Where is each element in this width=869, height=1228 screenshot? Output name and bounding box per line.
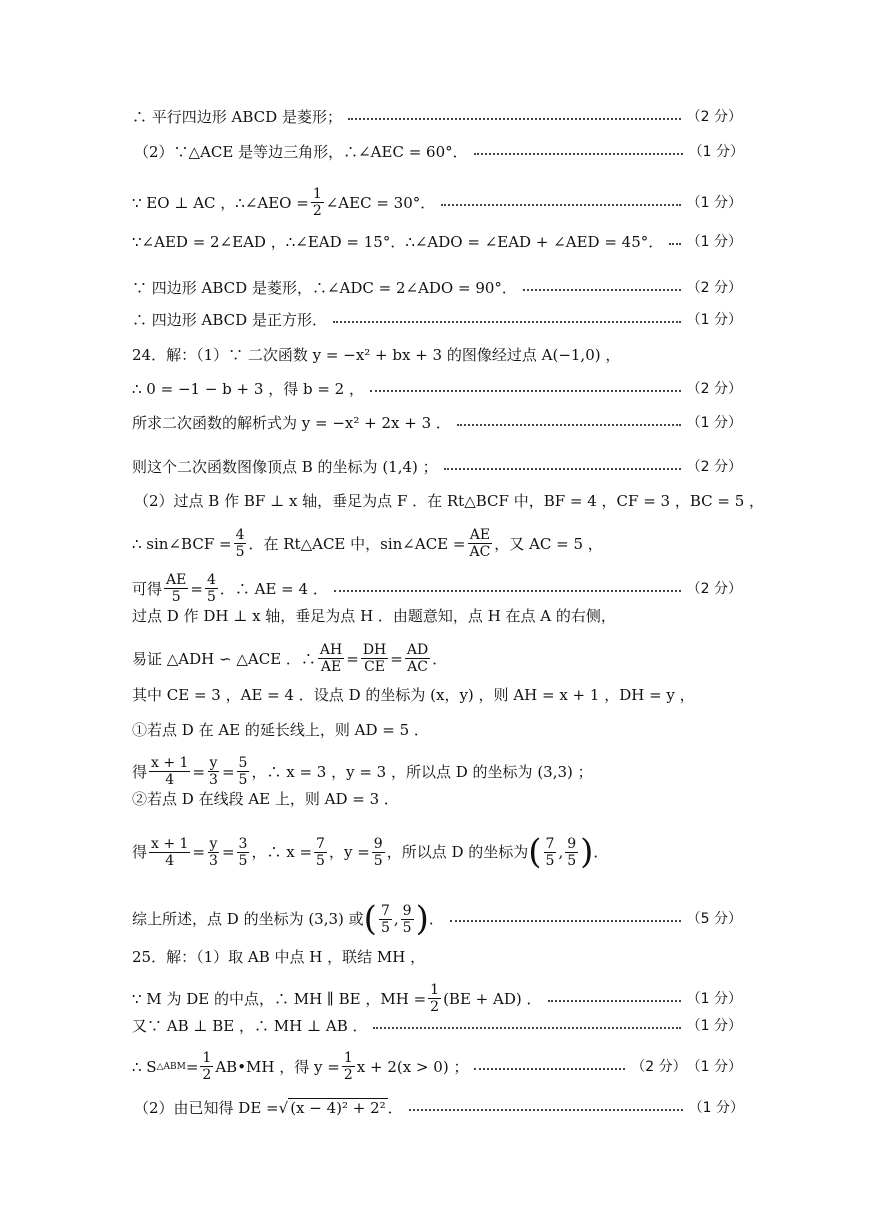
q24-line-11 — [132, 721, 742, 739]
fraction: $\frac{DH}{CE}$ — [362, 642, 387, 675]
q23-line-2 — [134, 143, 744, 161]
text: ∴ 0 = −1 − b + 3 ，得 b = 2 ， — [132, 380, 364, 398]
q24-line-10 — [132, 686, 742, 704]
text: x + 2(x > 0) ； — [356, 1057, 469, 1076]
q24-line-3 — [132, 414, 742, 432]
score: （1 分） — [688, 144, 744, 160]
q24-line-15: 综上所述，点 D 的坐标为 (3,3) 或 ( $\frac{7}{5}$ , $\frac{9}{5}$ ) ． （5 分） — [132, 899, 742, 939]
q25-line-1 — [132, 948, 742, 966]
fraction: $\frac{7}{5}$ — [316, 835, 325, 869]
text: ∴ sin∠BCF = — [132, 534, 232, 553]
text: ∠AEC = 30°． — [325, 193, 436, 212]
q24-line-5 — [134, 492, 765, 510]
fraction: $\frac{9}{5}$ — [567, 835, 577, 869]
text: 其中 CE = 3 ，AE = 4 ．设点 D 的坐标为 (x，y) ，则 AH = x + 1 ，DH = y ， — [132, 686, 695, 704]
score: （2 分） — [686, 109, 742, 125]
text: （2）过点 B 作 BF ⊥ x 轴，垂足为点 F ．在 Rt△BCF 中，BF = 4 ，CF = 3 ，BC = 5 ， — [134, 492, 765, 510]
text: AB•MH ，得 y = — [215, 1057, 340, 1076]
dot-leader — [523, 289, 681, 291]
q24-line-1 — [132, 346, 742, 364]
dot-leader — [334, 590, 681, 592]
text: 得 — [132, 843, 148, 861]
q24-line-7: 可得 $\frac{AE}{5}$ = $\frac{4}{5}$ ．∴ AE = 4 ． （2 分） — [132, 572, 742, 605]
fraction: $\frac{9}{5}$ — [402, 902, 412, 936]
fraction: $\frac{y}{3}$ — [209, 755, 218, 788]
score: （2 分） — [631, 1058, 687, 1075]
score: （1 分） — [688, 1099, 744, 1116]
fraction: $\frac{x + 1}{4}$ — [151, 835, 189, 869]
text: 易证 △ADH ∽ △ACE ．∴ — [132, 649, 316, 668]
q24-line-8 — [132, 607, 742, 625]
fraction: $\frac{1}{2}$ — [430, 982, 440, 1015]
score: （1 分） — [686, 194, 742, 211]
text: 24．解：（1）∵ 二次函数 y = −x² + bx + 3 的图像经过点 A(−1,0) ， — [132, 346, 621, 364]
score: （1 分） — [686, 1058, 742, 1075]
dot-leader — [441, 204, 680, 206]
text: ∵ M 为 DE 的中点，∴ MH ∥ BE ，MH = — [132, 989, 427, 1008]
dot-leader — [373, 1027, 680, 1029]
q24-line-6 — [132, 527, 742, 560]
q23-line-1 — [132, 108, 742, 126]
q23-line-6 — [132, 311, 742, 329]
score: （1 分） — [686, 312, 742, 328]
dot-leader — [348, 118, 681, 120]
q25-line-3 — [132, 1017, 742, 1035]
square-root: √ (x − 4)² + 2² — [278, 1099, 386, 1117]
text: 综上所述，点 D 的坐标为 (3,3) 或 — [132, 910, 364, 928]
dot-leader — [474, 1068, 625, 1070]
text: ∵ EO ⊥ AC ，∴∠AEO = — [132, 193, 309, 212]
q23-line-3 — [132, 186, 742, 219]
q23-line-5 — [132, 279, 742, 297]
text: ，∴ x = — [251, 843, 313, 861]
q24-line-14: 得 $\frac{x + 1}{4}$ = $\frac{y}{3}$ = $\frac{3}{5}$ ，∴ x = $\frac{7}{5}$ ，y = $\frac{9}{5}$ ，所以点 D 的坐标为 ( $\frac{7}{5}$ , $\frac{9}{5}$ ) ． — [132, 832, 609, 872]
fraction: $\frac{x + 1}{4}$ — [151, 755, 189, 788]
fraction: $\frac{9}{5}$ — [373, 835, 383, 869]
text: 25．解：（1）取 AB 中点 H ，联结 MH ， — [132, 948, 426, 966]
subscript: △ABM — [156, 1061, 186, 1072]
fraction: $\frac{AH}{AE}$ — [319, 642, 343, 675]
text: ． — [387, 1098, 403, 1117]
fraction: $\frac{AE}{AC}$ — [469, 527, 491, 560]
text: = — [185, 1057, 199, 1076]
score: （2 分） — [686, 459, 742, 475]
fraction: $\frac{7}{5}$ — [545, 835, 555, 869]
text: 可得 — [132, 579, 163, 598]
dot-leader — [474, 153, 683, 155]
text: 则这个二次函数图像顶点 B 的坐标为 (1,4) ； — [132, 458, 438, 476]
dot-leader — [548, 1000, 681, 1002]
q25-line-5 — [134, 1098, 744, 1117]
fraction: $\frac{y}{3}$ — [209, 835, 218, 869]
text: ∴ 平行四边形 ABCD 是菱形； — [132, 108, 342, 126]
fraction: $\frac{4}{5}$ — [235, 527, 245, 560]
fraction: $\frac{AE}{5}$ — [166, 572, 187, 605]
text: 过点 D 作 DH ⊥ x 轴，垂足为点 H ．由题意知，点 H 在点 A 的右侧， — [132, 607, 616, 625]
q24-line-12: 得 $\frac{x + 1}{4}$ = $\frac{y}{3}$ = $\frac{5}{5}$ ，∴ x = 3 ，y = 3 ，所以点 D 的坐标为 (3,3) ； — [132, 755, 593, 788]
score: （2 分） — [686, 381, 742, 397]
q24-line-4 — [132, 458, 742, 476]
fraction: $\frac{1}{2}$ — [312, 186, 322, 219]
text: ∴ S — [132, 1057, 157, 1076]
fraction: $\frac{1}{2}$ — [202, 1050, 212, 1083]
text: ，又 AC = 5 ， — [494, 534, 603, 553]
text: （2）由已知得 DE = — [134, 1098, 279, 1117]
dot-leader — [370, 390, 681, 392]
fraction: $\frac{7}{5}$ — [380, 902, 390, 936]
q24-line-2 — [132, 380, 742, 398]
dot-leader — [409, 1109, 683, 1111]
text: 又∵ AB ⊥ BE ，∴ MH ⊥ AB ． — [132, 1017, 368, 1035]
dot-leader — [669, 243, 680, 245]
text: ∵∠AED = 2∠EAD ，∴∠EAD = 15°．∴∠ADO = ∠EAD + ∠AED = 45°． — [132, 233, 664, 251]
text: ，所以点 D 的坐标为 — [386, 843, 529, 861]
score: （2 分） — [686, 280, 742, 296]
text: ∴ 四边形 ABCD 是正方形． — [132, 311, 327, 329]
text: ，y = — [328, 843, 370, 861]
text: ②若点 D 在线段 AE 上，则 AD = 3 ． — [132, 790, 399, 808]
fraction: $\frac{3}{5}$ — [238, 835, 248, 869]
text: ．∴ AE = 4 ． — [219, 579, 328, 598]
fraction: $\frac{AD}{AC}$ — [406, 642, 429, 675]
q23-line-4 — [132, 233, 742, 251]
text: （2）∵△ACE 是等边三角形，∴∠AEC = 60°． — [134, 143, 468, 161]
score: （2 分） — [686, 580, 742, 597]
dot-leader — [457, 424, 681, 426]
fraction: $\frac{5}{5}$ — [238, 755, 248, 788]
text: 所求二次函数的解析式为 y = −x² + 2x + 3 ． — [132, 414, 451, 432]
text: ①若点 D 在 AE 的延长线上，则 AD = 5 ． — [132, 721, 429, 739]
text: (BE + AD) ． — [443, 989, 542, 1008]
fraction: $\frac{1}{2}$ — [343, 1050, 353, 1083]
dot-leader — [450, 920, 681, 922]
fraction: $\frac{4}{5}$ — [206, 572, 216, 605]
dot-leader — [444, 468, 681, 470]
q25-line-4 — [132, 1050, 742, 1083]
score: （1 分） — [686, 234, 742, 250]
q24-line-13 — [132, 790, 742, 808]
text: 得 — [132, 762, 148, 781]
text: ．在 Rt△ACE 中，sin∠ACE = — [248, 534, 466, 553]
dot-leader — [333, 321, 681, 323]
text: ∵ 四边形 ABCD 是菱形，∴∠ADC = 2∠ADO = 90°． — [132, 279, 517, 297]
score: （1 分） — [686, 415, 742, 431]
score: （5 分） — [686, 911, 742, 927]
score: （1 分） — [686, 990, 742, 1007]
score: （1 分） — [686, 1018, 742, 1034]
text: ，∴ x = 3 ，y = 3 ，所以点 D 的坐标为 (3,3) ； — [251, 762, 593, 781]
q25-line-2 — [132, 982, 742, 1015]
q24-line-9: 易证 △ADH ∽ △ACE ．∴ $\frac{AH}{AE}$ = $\frac{DH}{CE}$ = $\frac{AD}{AC}$ ． — [132, 642, 448, 675]
